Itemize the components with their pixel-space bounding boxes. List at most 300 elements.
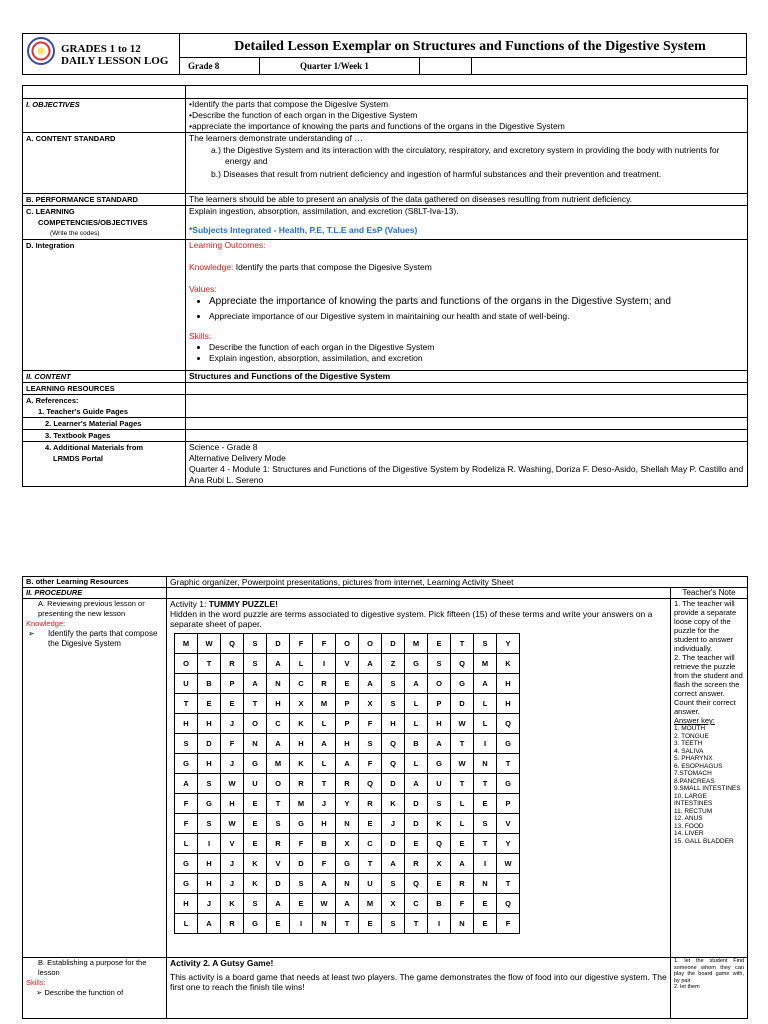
puzzle-cell[interactable]: G [451,674,474,694]
puzzle-cell[interactable]: O [428,674,451,694]
teacher-note-title: Teacher's Note [671,588,748,599]
puzzle-cell[interactable]: Q [497,894,520,914]
puzzle-cell[interactable]: I [474,854,497,874]
puzzle-cell[interactable]: A [359,674,382,694]
puzzle-cell[interactable]: G [497,774,520,794]
puzzle-cell[interactable]: L [405,754,428,774]
puzzle-cell[interactable]: A [198,914,221,934]
puzzle-cell[interactable]: G [428,754,451,774]
puzzle-cell[interactable]: I [290,914,313,934]
puzzle-row [175,914,520,934]
puzzle-cell[interactable]: V [267,854,290,874]
puzzle-cell[interactable]: J [221,854,244,874]
puzzle-cell[interactable]: Q [382,734,405,754]
puzzle-cell[interactable]: Q [405,874,428,894]
puzzle-cell[interactable]: Y [497,834,520,854]
puzzle-cell[interactable]: V [221,834,244,854]
puzzle-cell[interactable]: Y [497,634,520,654]
puzzle-cell[interactable]: S [474,814,497,834]
puzzle-cell[interactable]: S [382,874,405,894]
puzzle-cell[interactable]: E [359,814,382,834]
puzzle-cell[interactable]: W [497,854,520,874]
puzzle-cell[interactable]: T [267,794,290,814]
content-standard-b [189,167,744,180]
puzzle-cell[interactable]: J [313,794,336,814]
puzzle-cell[interactable]: S [382,674,405,694]
puzzle-cell[interactable]: I [313,654,336,674]
puzzle-cell[interactable]: R [405,854,428,874]
puzzle-cell[interactable]: T [497,874,520,894]
puzzle-row [175,794,520,814]
puzzle-cell[interactable]: H [198,874,221,894]
puzzle-cell[interactable]: D [405,794,428,814]
puzzle-cell[interactable]: T [451,774,474,794]
puzzle-cell[interactable]: O [336,634,359,654]
puzzle-cell[interactable]: V [497,814,520,834]
puzzle-cell[interactable]: R [221,914,244,934]
puzzle-cell[interactable]: S [474,634,497,654]
puzzle-cell[interactable]: K [244,854,267,874]
puzzle-cell[interactable]: E [244,834,267,854]
puzzle-row [175,674,520,694]
puzzle-row [175,634,520,654]
puzzle-cell[interactable]: T [244,694,267,714]
puzzle-cell[interactable]: S [382,914,405,934]
puzzle-row [175,654,520,674]
puzzle-cell[interactable]: T [451,734,474,754]
puzzle-cell[interactable]: A [267,894,290,914]
puzzle-cell[interactable]: G [497,734,520,754]
puzzle-cell[interactable]: H [175,714,198,734]
puzzle-cell[interactable]: D [198,734,221,754]
integration-row [23,240,748,371]
puzzle-cell[interactable]: J [382,814,405,834]
puzzle-row [175,694,520,714]
puzzle-cell[interactable]: H [382,714,405,734]
content-row [23,371,748,383]
puzzle-cell[interactable]: E [405,834,428,854]
puzzle-cell[interactable]: C [359,834,382,854]
puzzle-cell[interactable]: R [359,794,382,814]
grade-cell: Grade 8 [180,58,260,74]
puzzle-cell[interactable]: S [198,814,221,834]
puzzle-cell[interactable]: M [313,694,336,714]
puzzle-cell[interactable]: F [290,634,313,654]
subjects-integrated: *Subjects Integrated - Health, P.E, T.L.E and EsP (Values) [189,225,418,235]
puzzle-cell[interactable]: G [175,854,198,874]
puzzle-cell[interactable]: K [428,814,451,834]
puzzle-cell[interactable]: I [428,914,451,934]
puzzle-cell[interactable]: F [221,734,244,754]
answer-key-list [674,725,744,845]
puzzle-cell[interactable]: E [221,694,244,714]
puzzle-cell[interactable]: A [313,874,336,894]
puzzle-cell[interactable]: R [451,874,474,894]
objectives-row [23,99,748,133]
header-grades: GRADES 1 to 12 [61,43,141,55]
puzzle-cell[interactable]: E [474,894,497,914]
puzzle-cell[interactable]: E [290,894,313,914]
resources-label: LEARNING RESOURCES [23,383,186,395]
values-item: • Appreciate the importance of knowing the parts and functions of the organs in the Digestive System; and [209,295,744,309]
puzzle-cell[interactable]: B [405,734,428,754]
puzzle-cell[interactable]: S [428,794,451,814]
puzzle-cell[interactable]: H [198,714,221,734]
puzzle-cell[interactable]: L [474,714,497,734]
puzzle-cell[interactable]: T [198,654,221,674]
puzzle-cell[interactable]: X [359,694,382,714]
competencies-text: Explain ingestion, absorption, assimilation, and excretion (S8LT-Iva-13). [189,206,459,216]
puzzle-cell[interactable]: N [267,674,290,694]
answer-key-item: 3. TEETH [674,740,703,747]
puzzle-cell[interactable]: A [405,774,428,794]
puzzle-cell[interactable]: H [428,714,451,734]
puzzle-cell[interactable]: L [451,814,474,834]
puzzle-cell[interactable]: M [175,634,198,654]
puzzle-cell[interactable]: J [221,714,244,734]
puzzle-cell[interactable]: L [175,914,198,934]
puzzle-cell[interactable]: Q [428,834,451,854]
puzzle-cell[interactable]: H [336,734,359,754]
learning-outcomes-label: Learning Outcomes: [189,240,266,250]
puzzle-cell[interactable]: D [267,634,290,654]
content-label: II. CONTENT [26,372,71,381]
puzzle-cell[interactable]: D [382,774,405,794]
puzzle-cell[interactable]: Q [359,774,382,794]
puzzle-cell[interactable]: G [244,914,267,934]
activity2-text: This activity is a board game that needs at least two players. The game demonstrates the flow of food into our digestive system. The first one to reach the finish tile wins! [170,972,667,992]
puzzle-cell[interactable]: T [359,854,382,874]
puzzle-cell[interactable]: F [359,754,382,774]
puzzle-cell[interactable]: W [221,814,244,834]
puzzle-cell[interactable]: S [382,694,405,714]
puzzle-cell[interactable]: K [290,754,313,774]
puzzle-cell[interactable]: F [313,854,336,874]
puzzle-cell[interactable]: Q [451,654,474,674]
puzzle-cell[interactable]: T [451,634,474,654]
puzzle-cell[interactable]: O [244,714,267,734]
other-resources-row [23,577,748,588]
values-list [189,295,744,323]
puzzle-cell[interactable]: H [290,734,313,754]
puzzle-cell[interactable]: R [267,834,290,854]
am-label-2: LRMDS Portal [53,454,104,463]
puzzle-cell[interactable]: N [336,814,359,834]
puzzle-cell[interactable]: G [175,874,198,894]
other-resources-label: B. other Learning Resources [23,577,167,588]
puzzle-cell[interactable]: F [313,634,336,654]
puzzle-cell[interactable]: E [451,834,474,854]
integration-label: D. Integration [26,241,75,250]
puzzle-cell[interactable]: A [336,894,359,914]
puzzle-cell[interactable]: H [198,754,221,774]
puzzle-cell[interactable]: A [359,654,382,674]
puzzle-cell[interactable]: S [244,634,267,654]
purpose-skills-label: Skills: [26,978,46,987]
puzzle-cell[interactable]: U [244,774,267,794]
puzzle-cell[interactable]: R [221,654,244,674]
puzzle-cell[interactable]: P [221,674,244,694]
content-standard-a-text: a.) the Digestive System and its interaction with the circulatory, respiratory, and excretory system in providing the body with nutrients for energy and [211,145,720,166]
puzzle-cell[interactable]: J [221,874,244,894]
puzzle-cell[interactable]: A [175,774,198,794]
blank-cell [420,58,472,74]
puzzle-cell[interactable]: Z [382,654,405,674]
content-standard-label: A. CONTENT STANDARD [26,134,116,143]
puzzle-cell[interactable]: L [405,714,428,734]
puzzle-cell[interactable]: F [175,814,198,834]
puzzle-cell[interactable]: T [497,754,520,774]
purpose-skills-text: Describe the function of [44,988,124,997]
puzzle-cell[interactable]: E [359,914,382,934]
knowledge-text: Identify the parts that compose the Digesive System [235,262,432,272]
performance-standard-row [23,194,748,206]
puzzle-cell[interactable]: S [244,654,267,674]
answer-key-item: 13. FOOD [674,822,704,830]
deped-seal-icon [27,37,55,65]
puzzle-cell[interactable]: A [313,734,336,754]
puzzle-cell[interactable]: Q [221,634,244,654]
puzzle-cell[interactable]: O [359,634,382,654]
purpose-label: B. Establishing a purpose for the lesson [38,958,147,977]
puzzle-cell[interactable]: N [336,874,359,894]
tb-label: 3. Textbook Pages [23,430,186,442]
puzzle-cell[interactable]: C [405,894,428,914]
puzzle-cell[interactable]: L [313,714,336,734]
puzzle-cell[interactable]: H [313,814,336,834]
puzzle-cell[interactable]: A [474,674,497,694]
answer-key-item: 12. ANUS [674,815,703,822]
puzzle-cell[interactable]: D [405,814,428,834]
puzzle-cell[interactable]: E [267,914,290,934]
objective-item: •Identify the parts that compose the Digesive System [189,99,389,109]
header-left [23,34,180,74]
tg-label: 1. Teacher's Guide Pages [38,407,129,416]
resources-row [23,383,748,395]
puzzle-cell[interactable]: I [198,834,221,854]
puzzle-cell[interactable]: F [290,834,313,854]
puzzle-cell[interactable]: T [313,774,336,794]
puzzle-cell[interactable]: P [497,794,520,814]
puzzle-cell[interactable]: N [313,914,336,934]
values-label: Values: [189,284,217,294]
puzzle-cell[interactable]: A [405,674,428,694]
competencies-label-2: COMPETENCIES/OBJECTIVES [38,218,148,227]
values-item: • Appreciate importance of our Digestive system in maintaining our health and state of well-being. [209,309,744,323]
activity1-instructions: Hidden in the word puzzle are terms associated to digestive system. Pick fifteen (15) of these terms and write your answers on a separate sheet of paper. [170,609,653,629]
answer-key-item: 8.PANCREAS [674,777,715,785]
puzzle-cell[interactable]: S [428,654,451,674]
puzzle-cell[interactable]: E [244,794,267,814]
puzzle-cell[interactable]: Q [497,714,520,734]
puzzle-cell[interactable]: S [175,734,198,754]
puzzle-cell[interactable]: N [244,734,267,754]
puzzle-cell[interactable]: E [198,694,221,714]
content-standard-a [189,144,744,167]
puzzle-cell[interactable]: C [267,714,290,734]
puzzle-cell[interactable]: T [474,834,497,854]
puzzle-cell[interactable]: H [497,694,520,714]
puzzle-cell[interactable]: N [474,754,497,774]
puzzle-cell[interactable]: S [290,874,313,894]
puzzle-cell[interactable]: J [198,894,221,914]
puzzle-cell[interactable]: R [336,774,359,794]
puzzle-cell[interactable]: U [359,874,382,894]
puzzle-cell[interactable]: L [313,754,336,774]
puzzle-cell[interactable]: K [221,894,244,914]
puzzle-cell[interactable]: S [198,774,221,794]
puzzle-row [175,814,520,834]
purpose-row [23,958,748,1019]
puzzle-cell[interactable]: M [267,754,290,774]
puzzle-cell[interactable]: X [382,894,405,914]
puzzle-cell[interactable]: W [221,774,244,794]
puzzle-cell[interactable]: L [405,694,428,714]
puzzle-cell[interactable]: G [175,754,198,774]
puzzle-cell[interactable]: A [244,674,267,694]
puzzle-cell[interactable]: M [405,634,428,654]
puzzle-cell[interactable]: B [428,894,451,914]
puzzle-cell[interactable]: D [290,854,313,874]
puzzle-cell[interactable]: S [359,734,382,754]
answer-key-item: 1. MOUTH [674,725,706,732]
puzzle-cell[interactable]: T [336,914,359,934]
puzzle-cell[interactable]: Y [336,794,359,814]
lm-label: 2. Learner's Material Pages [23,418,186,430]
puzzle-cell[interactable]: L [451,794,474,814]
competencies-label-3: (Write the codes) [50,230,100,237]
puzzle-cell[interactable]: P [336,714,359,734]
puzzle-cell[interactable]: N [474,874,497,894]
puzzle-cell[interactable]: S [267,814,290,834]
puzzle-cell[interactable]: G [405,654,428,674]
puzzle-cell[interactable]: W [313,894,336,914]
puzzle-cell[interactable]: F [175,794,198,814]
puzzle-cell[interactable]: S [244,894,267,914]
puzzle-cell[interactable]: E [244,814,267,834]
additional-materials-row [23,442,748,487]
puzzle-row [175,834,520,854]
puzzle-cell[interactable]: U [175,674,198,694]
puzzle-cell[interactable]: A [428,734,451,754]
puzzle-row [175,874,520,894]
puzzle-cell[interactable]: H [497,674,520,694]
puzzle-cell[interactable]: K [497,654,520,674]
puzzle-cell[interactable]: W [451,714,474,734]
puzzle-cell[interactable]: H [175,894,198,914]
puzzle-cell[interactable]: M [290,794,313,814]
puzzle-cell[interactable]: X [290,694,313,714]
puzzle-cell[interactable]: P [336,694,359,714]
puzzle-cell[interactable]: V [336,654,359,674]
puzzle-cell[interactable]: E [474,914,497,934]
activity1-title [170,599,667,609]
puzzle-cell[interactable]: T [175,694,198,714]
objective-item: •Describe the function of each organ in the Digestive System [189,110,418,120]
puzzle-cell[interactable]: G [198,794,221,814]
puzzle-cell[interactable]: R [313,674,336,694]
answer-key-item: 7.STOMACH [674,770,712,777]
puzzle-cell[interactable]: H [221,794,244,814]
puzzle-cell[interactable]: B [313,834,336,854]
puzzle-cell[interactable]: F [359,714,382,734]
skills-list [189,342,744,364]
puzzle-cell[interactable]: K [290,714,313,734]
puzzle-cell[interactable]: H [198,854,221,874]
puzzle-cell[interactable]: X [428,854,451,874]
puzzle-cell[interactable]: A [382,854,405,874]
references-label: A. References: [26,396,79,405]
puzzle-cell[interactable]: D [451,694,474,714]
puzzle-cell[interactable]: W [451,754,474,774]
puzzle-cell[interactable]: G [290,814,313,834]
answer-key-item: 6. ESOPHAGUS [674,762,723,770]
puzzle-cell[interactable]: N [451,914,474,934]
puzzle-cell[interactable]: A [336,754,359,774]
puzzle-cell[interactable]: K [382,794,405,814]
objectives-label: I. OBJECTIVES [26,100,80,109]
am-line: Quarter 4 - Module 1: Structures and Functions of the Digestive System by Rodeliza R. Washing, Doriza F. Deso-Asido, Shellah May P. Castillo and Ana Rubi L. Sereno [189,464,744,485]
puzzle-cell[interactable]: X [336,834,359,854]
puzzle-cell[interactable]: T [405,914,428,934]
puzzle-cell[interactable]: T [474,774,497,794]
answer-key-item: 5. PHARYNX [674,755,713,762]
puzzle-cell[interactable]: H [267,694,290,714]
puzzle-cell[interactable]: Q [382,754,405,774]
puzzle-cell[interactable]: E [428,634,451,654]
puzzle-cell[interactable]: B [198,674,221,694]
puzzle-cell[interactable]: K [244,874,267,894]
puzzle-cell[interactable]: A [451,854,474,874]
puzzle-cell[interactable]: L [175,834,198,854]
review-knowledge-label: Knowledge: [26,619,66,628]
arrow-bullet-icon: ➢ [28,629,35,638]
puzzle-cell[interactable]: R [290,774,313,794]
puzzle-cell[interactable]: C [290,674,313,694]
puzzle-cell[interactable]: E [428,874,451,894]
puzzle-row [175,714,520,734]
puzzle-cell[interactable]: M [474,654,497,674]
puzzle-cell[interactable]: J [221,754,244,774]
puzzle-cell[interactable]: D [267,874,290,894]
puzzle-cell[interactable]: D [382,834,405,854]
puzzle-cell[interactable]: D [382,634,405,654]
puzzle-cell[interactable]: E [336,674,359,694]
puzzle-cell[interactable]: G [336,854,359,874]
puzzle-cell[interactable]: U [428,774,451,794]
puzzle-row [175,754,520,774]
puzzle-cell[interactable]: A [267,734,290,754]
objective-item: •appreciate the importance of knowing the parts and functions of the organs in the Digestive System [189,121,565,131]
puzzle-cell[interactable]: G [244,754,267,774]
word-puzzle [174,633,520,934]
puzzle-cell[interactable]: P [428,694,451,714]
puzzle-cell[interactable]: L [474,694,497,714]
puzzle-cell[interactable]: I [474,734,497,754]
puzzle-cell[interactable]: W [198,634,221,654]
puzzle-cell[interactable]: O [175,654,198,674]
puzzle-cell[interactable]: E [474,794,497,814]
puzzle-cell[interactable]: O [267,774,290,794]
lesson-table [22,85,748,487]
puzzle-cell[interactable]: F [497,914,520,934]
puzzle-cell[interactable]: F [451,894,474,914]
puzzle-cell[interactable]: L [290,654,313,674]
note-line: 1. let the student Find someone whom they can play the board game with, by pair [674,958,744,984]
puzzle-cell[interactable]: M [359,894,382,914]
knowledge-label: Knowledge: [189,262,234,272]
puzzle-cell[interactable]: A [267,654,290,674]
